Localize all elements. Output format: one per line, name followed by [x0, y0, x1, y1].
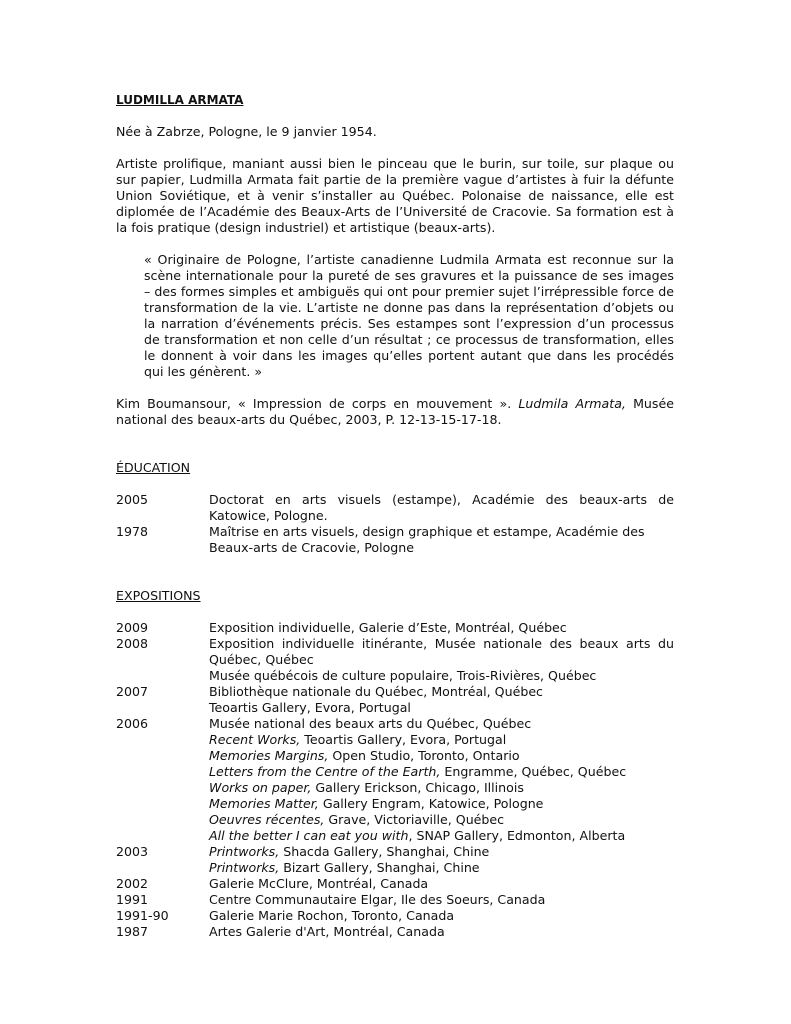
exposition-entry [116, 924, 674, 940]
exposition-venue: Bizart Gallery, Shanghai, Chine [279, 860, 480, 875]
expositions-heading: EXPOSITIONS [116, 588, 201, 603]
biography-paragraph: Artiste prolifique, maniant aussi bien le pinceau que le burin, sur toile, sur plaque ou sur papier, Ludmilla Armata fait partie de la première vague d’artistes à fuir la défunte Union Soviétique, et à venir s’installer au Québec. Polonaise de naissance, elle est diplomée de l’Académie des Beaux-Arts de l’Université de Cracovie. Sa formation est à la fois pratique (design industriel) et artistique (beaux-arts). [116, 156, 674, 235]
citation-author: Kim Boumansour, « Impression de corps en mouvement ». [116, 396, 519, 411]
exposition-venue: Bibliothèque nationale du Québec, Montréal, Québec [209, 684, 543, 699]
exposition-line [209, 684, 674, 700]
exposition-entry [116, 892, 674, 908]
education-heading: ÉDUCATION [116, 460, 191, 475]
exposition-entry [116, 844, 674, 876]
exposition-line [209, 732, 674, 748]
exposition-line [209, 924, 674, 940]
exposition-description [209, 908, 674, 924]
education-entry [116, 492, 674, 524]
exposition-entry [116, 908, 674, 924]
exposition-year: 2008 [116, 636, 149, 651]
artist-name: LUDMILLA ARMATA [116, 93, 244, 107]
exposition-line [209, 636, 674, 668]
exposition-venue: Engramme, Québec, Québec [440, 764, 627, 779]
exposition-description [209, 684, 674, 716]
exposition-venue: Teoartis Gallery, Evora, Portugal [300, 732, 507, 747]
exposition-work-title: Printworks, [209, 860, 280, 875]
exposition-entry [116, 636, 674, 684]
exposition-venue: Grave, Victoriaville, Québec [324, 812, 505, 827]
exposition-line [209, 828, 674, 844]
exposition-venue: Open Studio, Toronto, Ontario [328, 748, 520, 763]
exposition-description [209, 636, 674, 684]
document-content [116, 92, 674, 940]
education-description: Maîtrise en arts visuels, design graphique et estampe, Académie des Beaux-arts de Cracovie, Pologne [209, 524, 645, 555]
exposition-year: 1987 [116, 924, 149, 939]
exposition-venue: , SNAP Gallery, Edmonton, Alberta [408, 828, 626, 843]
exposition-work-title: Works on paper, [209, 780, 312, 795]
exposition-venue: Gallery Erickson, Chicago, Illinois [311, 780, 524, 795]
exposition-venue: Exposition individuelle itinérante, Musée nationale des beaux arts du Québec, Québec [209, 636, 674, 667]
exposition-line [209, 748, 674, 764]
expositions-list [116, 620, 674, 940]
exposition-entry [116, 716, 674, 844]
exposition-line [209, 892, 674, 908]
exposition-work-title: Letters from the Centre of the Earth, [209, 764, 441, 779]
exposition-year: 2009 [116, 620, 149, 635]
education-year: 1978 [116, 524, 149, 539]
exposition-venue: Centre Communautaire Elgar, Ile des Soeurs, Canada [209, 892, 546, 907]
quote-block: « Originaire de Pologne, l’artiste canadienne Ludmila Armata est reconnue sur la scène internationale pour la pureté de ses gravures et la puissance de ses images – des formes simples et ambiguës qui ont pour premier sujet l’irrépressible force de transformation de la vie. L’artiste ne donne pas dans la représentation d’objets ou la narration d’événements précis. Ses estampes sont l’expression d’un processus de transformation et non celle d’un résultat ; ce processus de transformation, elles le donnent à voir dans les images qu’elles portent autant que dans les procédés qui les génèrent. » [144, 252, 674, 379]
exposition-year: 1991-90 [116, 908, 169, 923]
exposition-year: 1991 [116, 892, 149, 907]
exposition-work-title: All the better I can eat you with [209, 828, 409, 843]
exposition-year: 2002 [116, 876, 149, 891]
exposition-description [209, 716, 674, 844]
exposition-work-title: Memories Margins, [209, 748, 329, 763]
exposition-description [209, 844, 674, 876]
exposition-venue: Gallery Engram, Katowice, Pologne [318, 796, 544, 811]
exposition-entry [116, 684, 674, 716]
exposition-line [209, 668, 674, 684]
exposition-venue: Musée national des beaux arts du Québec, Québec [209, 716, 532, 731]
exposition-year: 2006 [116, 716, 149, 731]
exposition-line [209, 716, 674, 732]
exposition-venue: Exposition individuelle, Galerie d’Este, Montréal, Québec [209, 620, 567, 635]
exposition-line [209, 876, 674, 892]
exposition-line [209, 844, 674, 860]
exposition-work-title: Oeuvres récentes, [209, 812, 325, 827]
exposition-venue: Galerie Marie Rochon, Toronto, Canada [209, 908, 455, 923]
exposition-work-title: Memories Matter, [209, 796, 319, 811]
exposition-line [209, 700, 674, 716]
exposition-line [209, 764, 674, 780]
exposition-entry [116, 620, 674, 636]
exposition-venue: Shacda Gallery, Shanghai, Chine [279, 844, 490, 859]
exposition-venue: Artes Galerie d'Art, Montréal, Canada [209, 924, 445, 939]
birth-line: Née à Zabrze, Pologne, le 9 janvier 1954. [116, 124, 377, 139]
education-list [116, 492, 674, 556]
education-description: Doctorat en arts visuels (estampe), Académie des beaux-arts de Katowice, Pologne. [209, 492, 674, 523]
exposition-line [209, 908, 674, 924]
education-entry [116, 524, 674, 556]
exposition-description [209, 876, 674, 892]
exposition-description [209, 620, 674, 636]
education-year: 2005 [116, 492, 149, 507]
exposition-venue: Musée québécois de culture populaire, Trois-Rivières, Québec [209, 668, 597, 683]
citation-source: Musée national des beaux-arts du Québec, 2003, P. 12-13-15-17-18. [116, 396, 674, 427]
exposition-line [209, 860, 674, 876]
quote-citation [116, 396, 674, 428]
exposition-line [209, 620, 674, 636]
exposition-work-title: Recent Works, [209, 732, 301, 747]
exposition-venue: Teoartis Gallery, Evora, Portugal [209, 700, 411, 715]
exposition-work-title: Printworks, [209, 844, 280, 859]
exposition-entry [116, 876, 674, 892]
exposition-year: 2003 [116, 844, 149, 859]
exposition-line [209, 796, 674, 812]
exposition-venue: Galerie McClure, Montréal, Canada [209, 876, 429, 891]
exposition-description [209, 924, 674, 940]
exposition-year: 2007 [116, 684, 149, 699]
exposition-line [209, 780, 674, 796]
exposition-description [209, 892, 674, 908]
exposition-line [209, 812, 674, 828]
citation-title: Ludmila Armata, [518, 396, 626, 411]
